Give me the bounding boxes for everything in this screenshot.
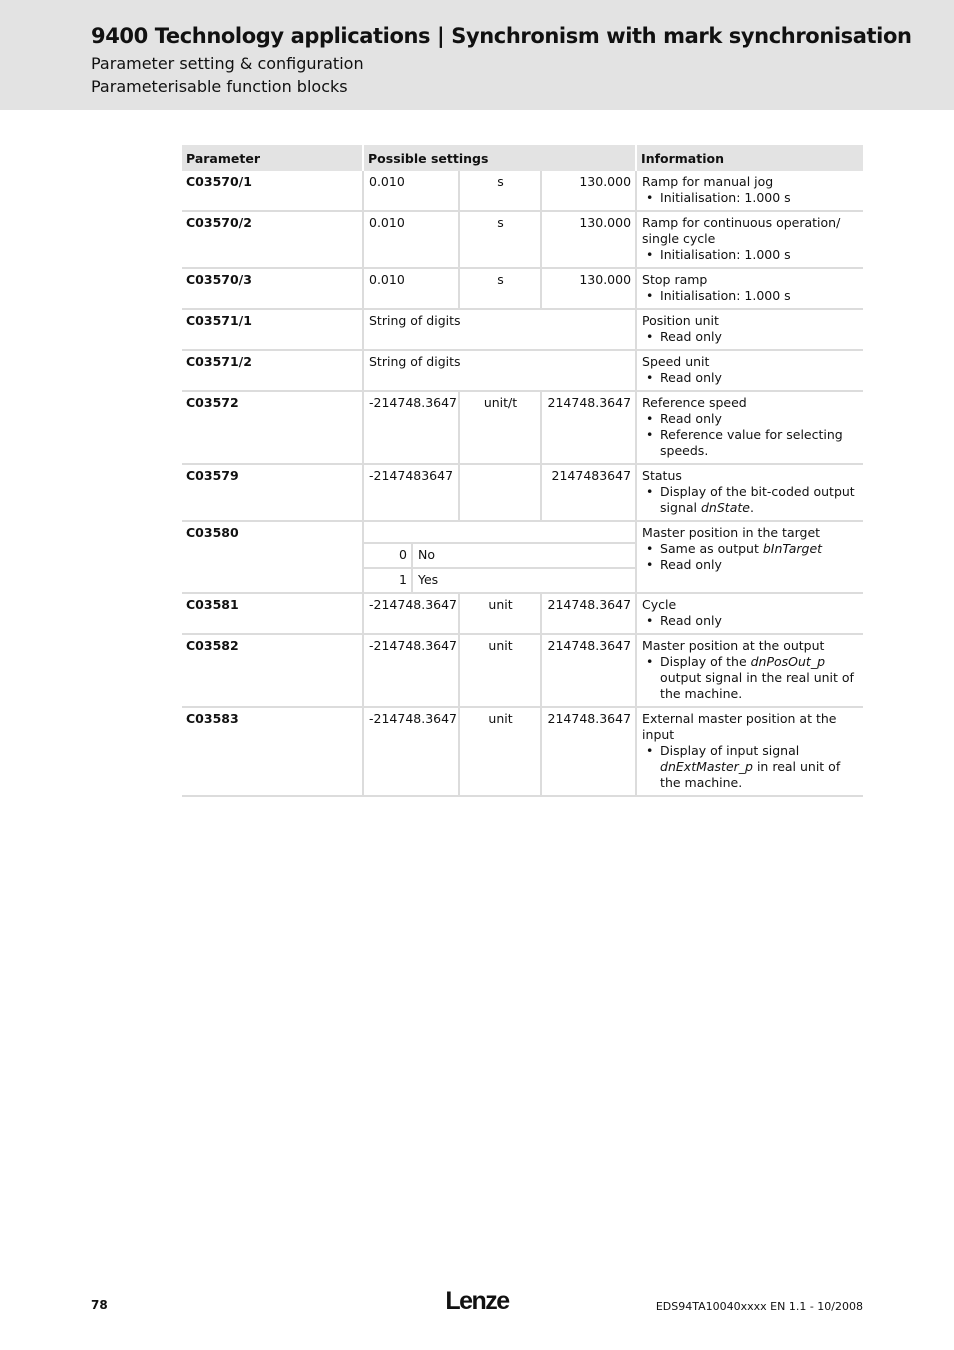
parameter-code: C03572 bbox=[182, 391, 363, 464]
table-row bbox=[182, 634, 863, 707]
info-title: Ramp for manual jog bbox=[642, 174, 774, 189]
bullet-text: Display of the bbox=[660, 654, 751, 669]
min-value: -2147483647 bbox=[363, 464, 459, 521]
bullet-item: • Read only bbox=[642, 613, 859, 629]
column-header-settings: Possible settings bbox=[363, 145, 636, 171]
info-title: Ramp for continuous operation/ single cycle bbox=[642, 215, 841, 246]
bullet-item bbox=[642, 654, 859, 702]
min-value: 0.010 bbox=[363, 171, 459, 211]
information bbox=[636, 707, 863, 796]
info-bullets bbox=[642, 190, 859, 206]
information bbox=[636, 350, 863, 391]
bullet-item bbox=[642, 541, 859, 557]
info-bullets bbox=[642, 329, 859, 345]
selection-blank bbox=[363, 521, 636, 543]
info-bullets bbox=[642, 613, 859, 629]
info-title: Master position at the output bbox=[642, 638, 825, 653]
signal-name: dnExtMaster_p bbox=[660, 759, 753, 774]
table-row bbox=[182, 391, 863, 464]
parameter-code: C03571/2 bbox=[182, 350, 363, 391]
bullet-item: • Read only bbox=[642, 370, 859, 386]
table-row bbox=[182, 309, 863, 350]
max-value: 130.000 bbox=[541, 171, 636, 211]
information bbox=[636, 634, 863, 707]
bullet-text-after: in real unit of the machine. bbox=[660, 759, 841, 790]
min-value: 0.010 bbox=[363, 268, 459, 309]
bullet-item: • Reference value for selecting speeds. bbox=[642, 427, 859, 459]
bullet-text-after: . bbox=[749, 500, 754, 515]
table-row bbox=[182, 593, 863, 634]
information bbox=[636, 171, 863, 211]
table-row bbox=[182, 171, 863, 211]
unit: unit bbox=[459, 593, 541, 634]
bullet-item bbox=[642, 484, 859, 516]
parameter-code: C03570/3 bbox=[182, 268, 363, 309]
bullet-item: • Initialisation: 1.000 s bbox=[642, 247, 859, 263]
information bbox=[636, 593, 863, 634]
signal-name: dnPosOut_p bbox=[750, 654, 826, 669]
setting-text: String of digits bbox=[363, 350, 636, 391]
info-bullets bbox=[642, 288, 859, 304]
page-header bbox=[0, 0, 954, 110]
parameter-code: C03579 bbox=[182, 464, 363, 521]
page-number: 78 bbox=[91, 1298, 108, 1312]
max-value: 130.000 bbox=[541, 211, 636, 268]
bullet-item: • Read only bbox=[642, 329, 859, 345]
unit: unit bbox=[459, 634, 541, 707]
min-value: -214748.3647 bbox=[363, 593, 459, 634]
parameter-code: C03570/2 bbox=[182, 211, 363, 268]
subsection-subtitle: Parameterisable function blocks bbox=[91, 77, 348, 96]
signal-name: bInTarget bbox=[762, 541, 823, 556]
parameter-code: C03583 bbox=[182, 707, 363, 796]
max-value: 2147483647 bbox=[541, 464, 636, 521]
bullet-text: Same as output bbox=[660, 541, 763, 556]
min-value: -214748.3647 bbox=[363, 634, 459, 707]
bullet-text: Display of the bit-coded output signal bbox=[660, 484, 855, 515]
info-title: Status bbox=[642, 468, 682, 483]
document-id: EDS94TA10040xxxx EN 1.1 - 10/2008 bbox=[655, 1300, 863, 1313]
info-title: Master position in the target bbox=[642, 525, 821, 540]
bullet-text: Display of input signal bbox=[660, 743, 800, 758]
unit: s bbox=[459, 268, 541, 309]
option-label: No bbox=[412, 543, 636, 568]
option-label: Yes bbox=[412, 568, 636, 593]
info-bullets bbox=[642, 541, 859, 573]
info-title: External master position at the input bbox=[642, 711, 837, 742]
info-bullets bbox=[642, 484, 859, 516]
table-row bbox=[182, 707, 863, 796]
table-row bbox=[182, 464, 863, 521]
signal-name: dnState bbox=[701, 500, 750, 515]
unit: s bbox=[459, 211, 541, 268]
information bbox=[636, 521, 863, 593]
table-row bbox=[182, 211, 863, 268]
parameter-code: C03571/1 bbox=[182, 309, 363, 350]
min-value: 0.010 bbox=[363, 211, 459, 268]
info-bullets bbox=[642, 743, 859, 791]
min-value: -214748.3647 bbox=[363, 391, 459, 464]
parameter-table bbox=[182, 145, 863, 797]
max-value: 130.000 bbox=[541, 268, 636, 309]
unit: unit/t bbox=[459, 391, 541, 464]
parameter-code: C03582 bbox=[182, 634, 363, 707]
info-title: Cycle bbox=[642, 597, 677, 612]
info-title: Reference speed bbox=[642, 395, 747, 410]
parameter-code: C03570/1 bbox=[182, 171, 363, 211]
section-subtitle: Parameter setting & configuration bbox=[91, 54, 364, 73]
information bbox=[636, 309, 863, 350]
bullet-item: • Initialisation: 1.000 s bbox=[642, 288, 859, 304]
max-value: 214748.3647 bbox=[541, 707, 636, 796]
unit bbox=[459, 464, 541, 521]
info-bullets bbox=[642, 370, 859, 386]
column-header-information: Information bbox=[636, 145, 863, 171]
max-value: 214748.3647 bbox=[541, 634, 636, 707]
info-bullets bbox=[642, 411, 859, 459]
option-value: 0 bbox=[363, 543, 412, 568]
info-title: Position unit bbox=[642, 313, 719, 328]
table-row bbox=[182, 521, 863, 543]
parameter-code: C03581 bbox=[182, 593, 363, 634]
option-value: 1 bbox=[363, 568, 412, 593]
max-value: 214748.3647 bbox=[541, 391, 636, 464]
bullet-text-after: output signal in the real unit of the machine. bbox=[660, 670, 854, 701]
parameter-code: C03580 bbox=[182, 521, 363, 593]
logo-text: Lenze bbox=[445, 1287, 509, 1315]
info-title: Stop ramp bbox=[642, 272, 708, 287]
information bbox=[636, 391, 863, 464]
info-bullets bbox=[642, 247, 859, 263]
table-row bbox=[182, 350, 863, 391]
max-value: 214748.3647 bbox=[541, 593, 636, 634]
page-title: 9400 Technology applications | Synchronism with mark synchronisation bbox=[91, 24, 912, 48]
min-value: -214748.3647 bbox=[363, 707, 459, 796]
bullet-item bbox=[642, 743, 859, 791]
information bbox=[636, 268, 863, 309]
unit: s bbox=[459, 171, 541, 211]
information bbox=[636, 211, 863, 268]
bullet-item: • Read only bbox=[642, 411, 859, 427]
lenze-logo bbox=[437, 1286, 517, 1316]
column-header-parameter: Parameter bbox=[182, 145, 363, 171]
table-row bbox=[182, 268, 863, 309]
unit: unit bbox=[459, 707, 541, 796]
info-title: Speed unit bbox=[642, 354, 710, 369]
bullet-item: • Initialisation: 1.000 s bbox=[642, 190, 859, 206]
setting-text: String of digits bbox=[363, 309, 636, 350]
bullet-item: • Read only bbox=[642, 557, 859, 573]
info-bullets bbox=[642, 654, 859, 702]
table-header-row bbox=[182, 145, 863, 171]
information bbox=[636, 464, 863, 521]
